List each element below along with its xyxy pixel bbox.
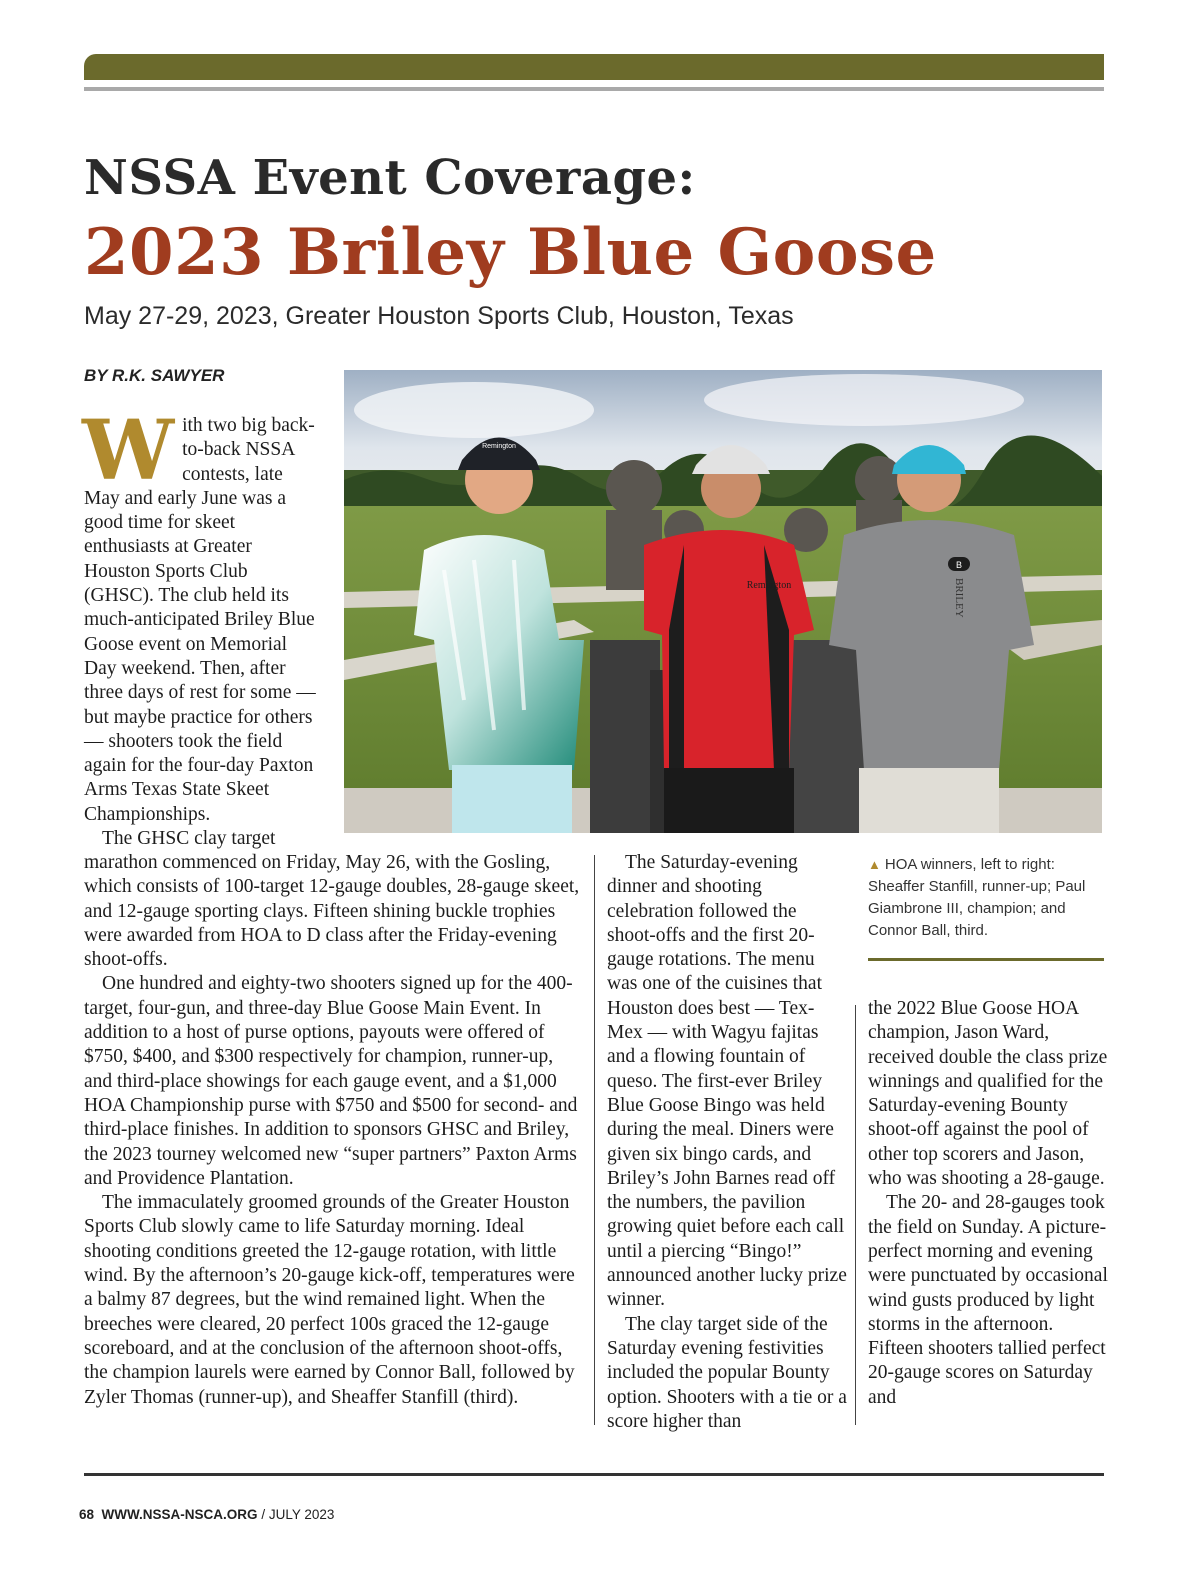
byline: BY R.K. SAWYER	[84, 366, 225, 385]
shirt-text-right: BRILEY	[953, 578, 965, 618]
photo-illustration	[344, 370, 1102, 833]
article-column-3	[868, 997, 1108, 1410]
paragraph-4: The immaculately groomed grounds of the Greater Houston Sports Club slowly came to life Saturday morning. Ideal shooting conditions greeted the 12-gauge rotation, with little wind. By the afternoon’s 20-gauge kick-off, temperatures were a balmy 87 degrees, but the wind remained light. When the breeches were cleared, 20 perfect 100s graced the 12-gauge scoreboard, and at the conclusion of the afternoon shoot-offs, the champion laurels were earned by Connor Ball, followed by Zyler Thomas (runner-up), and Sheaffer Stanfill (third).	[84, 1192, 575, 1408]
page-footer	[79, 1507, 334, 1522]
footer-site-link[interactable]: WWW.NSSA-NSCA.ORG	[101, 1507, 258, 1522]
section-eyebrow: NSSA Event Coverage:	[84, 150, 696, 206]
column-divider	[855, 1005, 856, 1425]
article-title: 2023 Briley Blue Goose	[84, 215, 937, 290]
paragraph-1-text: ith two big back-to-back NSSA contests, late May and early June was a good time for skeet enthusiasts at Greater Houston Sports Club (GHSC). The club held its much-anticipated Briley Blue Goose event on Memorial Day weekend. Then, after three days of rest for some — but maybe practice for others — shooters took the field again for the four-day Paxton Arms Texas State Skeet Championships.	[84, 415, 316, 825]
paragraph-2-rest: marathon commenced on Friday, May 26, with the Gosling, which consists of 100-target 12-gauge doubles, 28-gauge skeet, and 12-gauge sporting clays. Fifteen shining buckle trophies were awarded from HOA to D class after the Friday-evening shoot-offs.	[84, 852, 580, 971]
cap-brand-left: Remington	[482, 443, 516, 450]
column-divider	[594, 855, 595, 1425]
page-number: 68	[79, 1507, 95, 1522]
paragraph-6: The clay target side of the Saturday evening festivities included the popular Bounty option. Shooters with a tie or a score higher than	[607, 1313, 847, 1432]
paragraph-2-start: The GHSC clay target	[102, 828, 276, 850]
footer-issue: / JULY 2023	[261, 1507, 335, 1522]
paragraph-7: The 20- and 28-gauges took the field on Sunday. A picture-perfect morning and evening were punctuated by occasional wind gusts produced by light storms in the afternoon. Fifteen shooters tallied perfect 20-gauge scores on Saturday and	[868, 1192, 1108, 1408]
drop-cap: W	[82, 403, 175, 499]
article-column-1-bottom	[84, 851, 582, 1410]
paragraph-3: One hundred and eighty-two shooters signed up for the 400-target, four-gun, and three-day Blue Goose Main Event. In addition to a host of purse options, payouts were offered of $750, $400, and $300 respectively for champion, runner-up, and third-place showings for each gauge event, and a $1,000 HOA Championship purse with $750 and $500 for second- and third-place finishes. In addition to sponsors GHSC and Briley, the 2023 tourney welcomed new “super partners” Paxton Arms and Providence Plantation.	[84, 973, 578, 1189]
caption-text: HOA winners, left to right: Sheaffer Stanfill, runner-up; Paul Giambrone III, champion; and Connor Ball, third.	[868, 856, 1086, 939]
shirt-logo-right: B	[955, 560, 963, 570]
hoa-winners-photo	[344, 370, 1102, 833]
triangle-marker-icon: ▲	[868, 857, 881, 872]
paragraph-6-continued: the 2022 Blue Goose HOA champion, Jason Ward, received double the class prize winnings and qualified for the Saturday-evening Bounty shoot-off against the pool of other top scorers and Jason, who was shooting a 28-gauge.	[868, 998, 1108, 1190]
top-rule	[84, 87, 1104, 91]
article-column-2	[607, 851, 847, 1434]
article-column-1-top	[82, 403, 320, 851]
caption-rule	[868, 958, 1104, 961]
top-accent-bar	[84, 54, 1104, 80]
footer-rule	[84, 1473, 1104, 1476]
paragraph-1	[82, 403, 320, 827]
shirt-brand-center: Remington	[746, 580, 792, 591]
article-subtitle: May 27-29, 2023, Greater Houston Sports Club, Houston, Texas	[84, 302, 794, 330]
photo-caption	[868, 854, 1104, 942]
paragraph-5: The Saturday-evening dinner and shooting celebration followed the shoot-offs and the first 20-gauge rotations. The menu was one of the cuisines that Houston does best — Tex-Mex — with Wagyu fajitas and a flowing fountain of queso. The first-ever Briley Blue Goose Bingo was held during the meal. Diners were given six bingo cards, and Briley’s John Barnes read off the numbers, the pavilion growing quiet before each call until a piercing “Bingo!” announced another lucky prize winner.	[607, 852, 847, 1311]
